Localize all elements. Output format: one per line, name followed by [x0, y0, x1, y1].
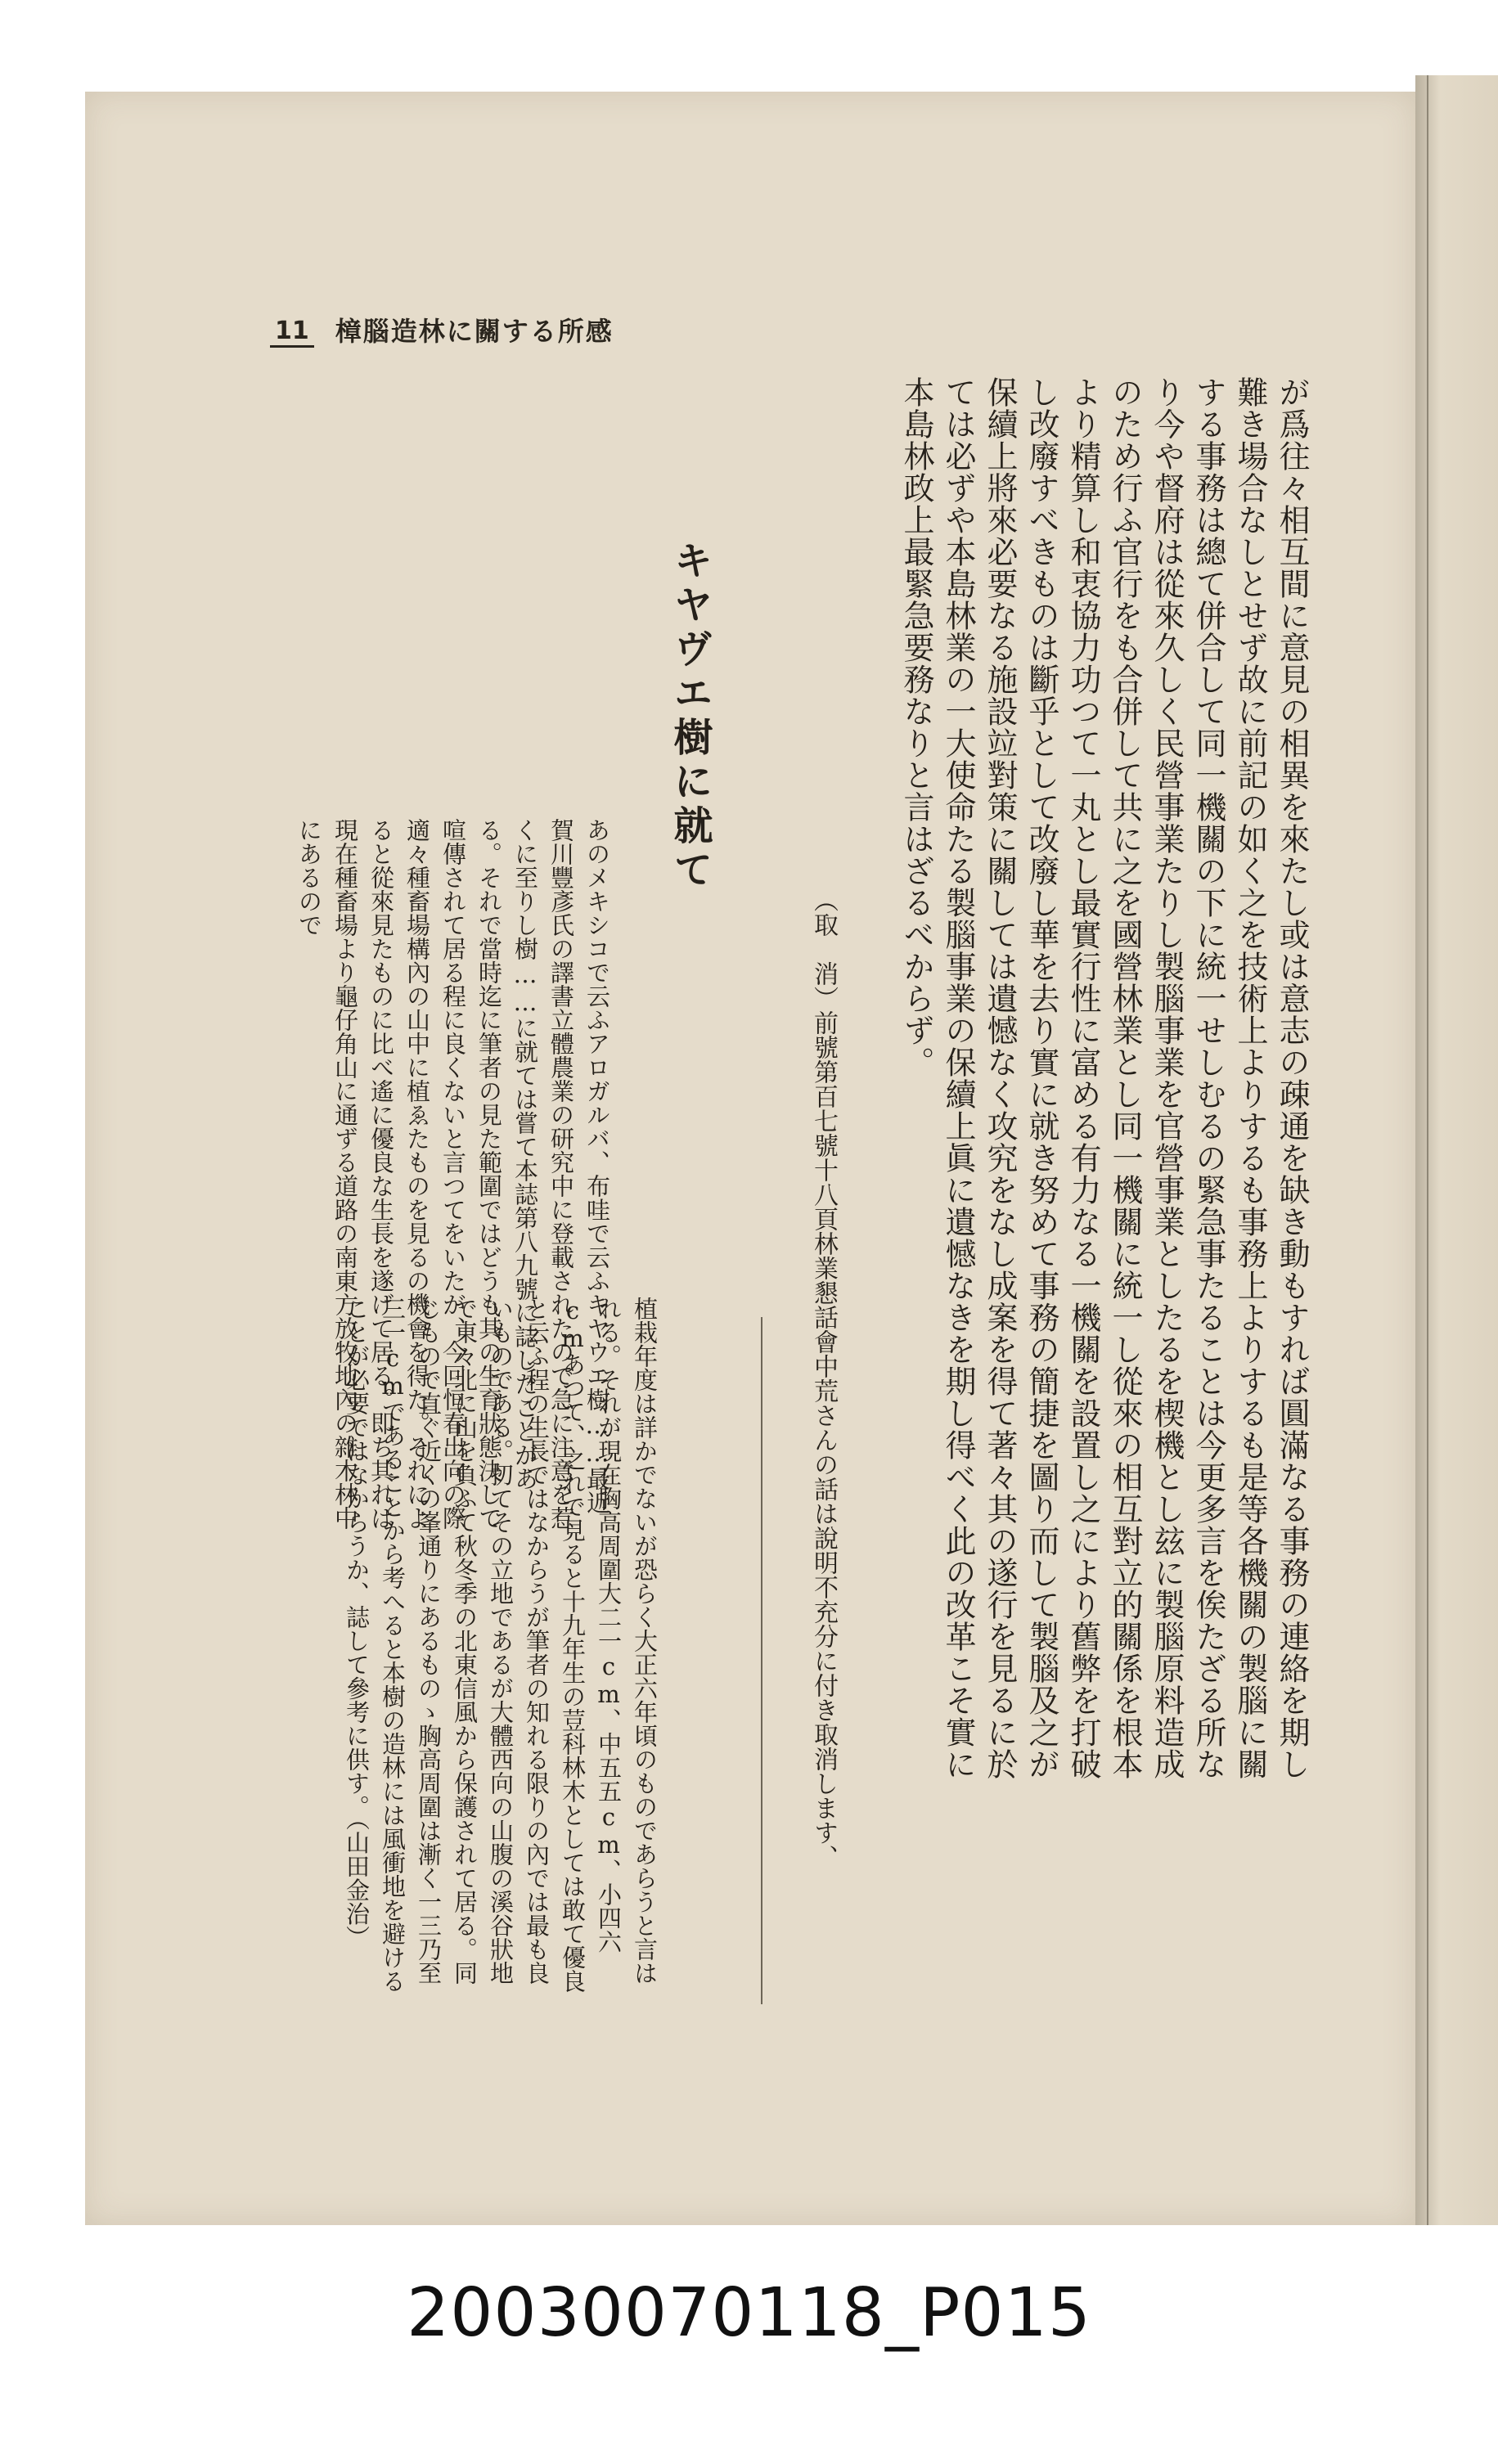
fold-line: [1427, 75, 1428, 2225]
main-body-text: が爲往々相互間に意見の相異を來たし或は意志の疎通を缺き動もすれば圓滿なる事務の連絡を期し難き場合なしとせず故に前記の如く之を技術上よりするも事務上よりするも是等各機關の製腦に關する事務は總て併合して同一機關の下に統一せしむるの緊急事たることは今更多言を俟たざる所なり今や督府は從來久しく民營事業たりし製腦事業を官營事業としたるを楔機とし玆に製腦原料造成のため行ふ官行をも合併して共に之を國營林業とし同一機關に統一し從來の相互對立的關係を根本より精算し和衷協力功つて一丸とし最實行性に富める有力なる一機關を設置し之により舊弊を打破し改廢すべきものは斷乎として改廢し華を去り實に就き努めて事務の簡捷を圖り而して製腦及之が保續上將來必要なる施設竝對策に關しては遺憾なく攻究をなし成案を得て著々其の遂行を見るに於ては必ずや本島林業の一大使命たる製腦事業の保續上眞に遺憾なきを期し得べく此の改革こそ實に本島林政上最緊急要務なりと言はざるべからず。: [898, 376, 1310, 1780]
running-title: 樟腦造林に關する所感: [335, 316, 614, 347]
article-title: キヤヴエ樹に就て: [667, 540, 713, 893]
page-number: 11: [270, 317, 314, 348]
article-body-top: あのメキシコで云ふアロガルバ、布哇で云ふキヤウエ樹……最近賀川豐彥氏の譯書立體農業の研究中に登載されたので急に注意を惹くに至りし樹……に就ては嘗て本誌第八九號に誌したことがある。それで當時迄に筆者の見た範圍ではどうも其の生育狀態決して喧傳されて居る程に良くないと言つてをいたが、今回恒春出向の際適々種畜場構內の山中に植ゑたものを見るの機會を得た。それによると從來見たものに比べ遙に優良な生長を遂げて居る。即ち其れは現在種畜場より龜仔角山に通ずる道路の南東方放牧地內の雜木林中にあるので: [295, 818, 611, 1530]
divider-rule: [761, 1317, 762, 2004]
cancellation-notice: （取 消）前號第百七號十八頁林業懇話會中荒さんの話は說明不充分に付き取消します、: [809, 888, 838, 1869]
article-body-bottom: 植栽年度は詳かでないが恐らく大正六年頃のものであらうと言はれる。それが現在胸高周圍大二一cm、中五五cm、小四六cmあつて、之れで見ると十九年生の荳科林木としては敢て優良と云ふ程の生長ではなからうが筆者の知れる限りの內では最も良いものである。扨てその立地であるが大體西向の山腹の溪谷狀地で東々北に山を負ふて秋冬季の北東信風から保護されて居る。同じもので直ぐ近くの峯通りにあるものゝ胸高周圍は漸く一三乃至三一cmであることから考へると本樹の造林には風衝地を避けることが必要ではなからうか、誌して參考に供す。（山田金治）: [343, 1297, 659, 1993]
archive-caption: 20030070118_P015: [407, 2274, 1091, 2352]
running-header: [270, 307, 614, 348]
page-fold: [1415, 75, 1498, 2225]
